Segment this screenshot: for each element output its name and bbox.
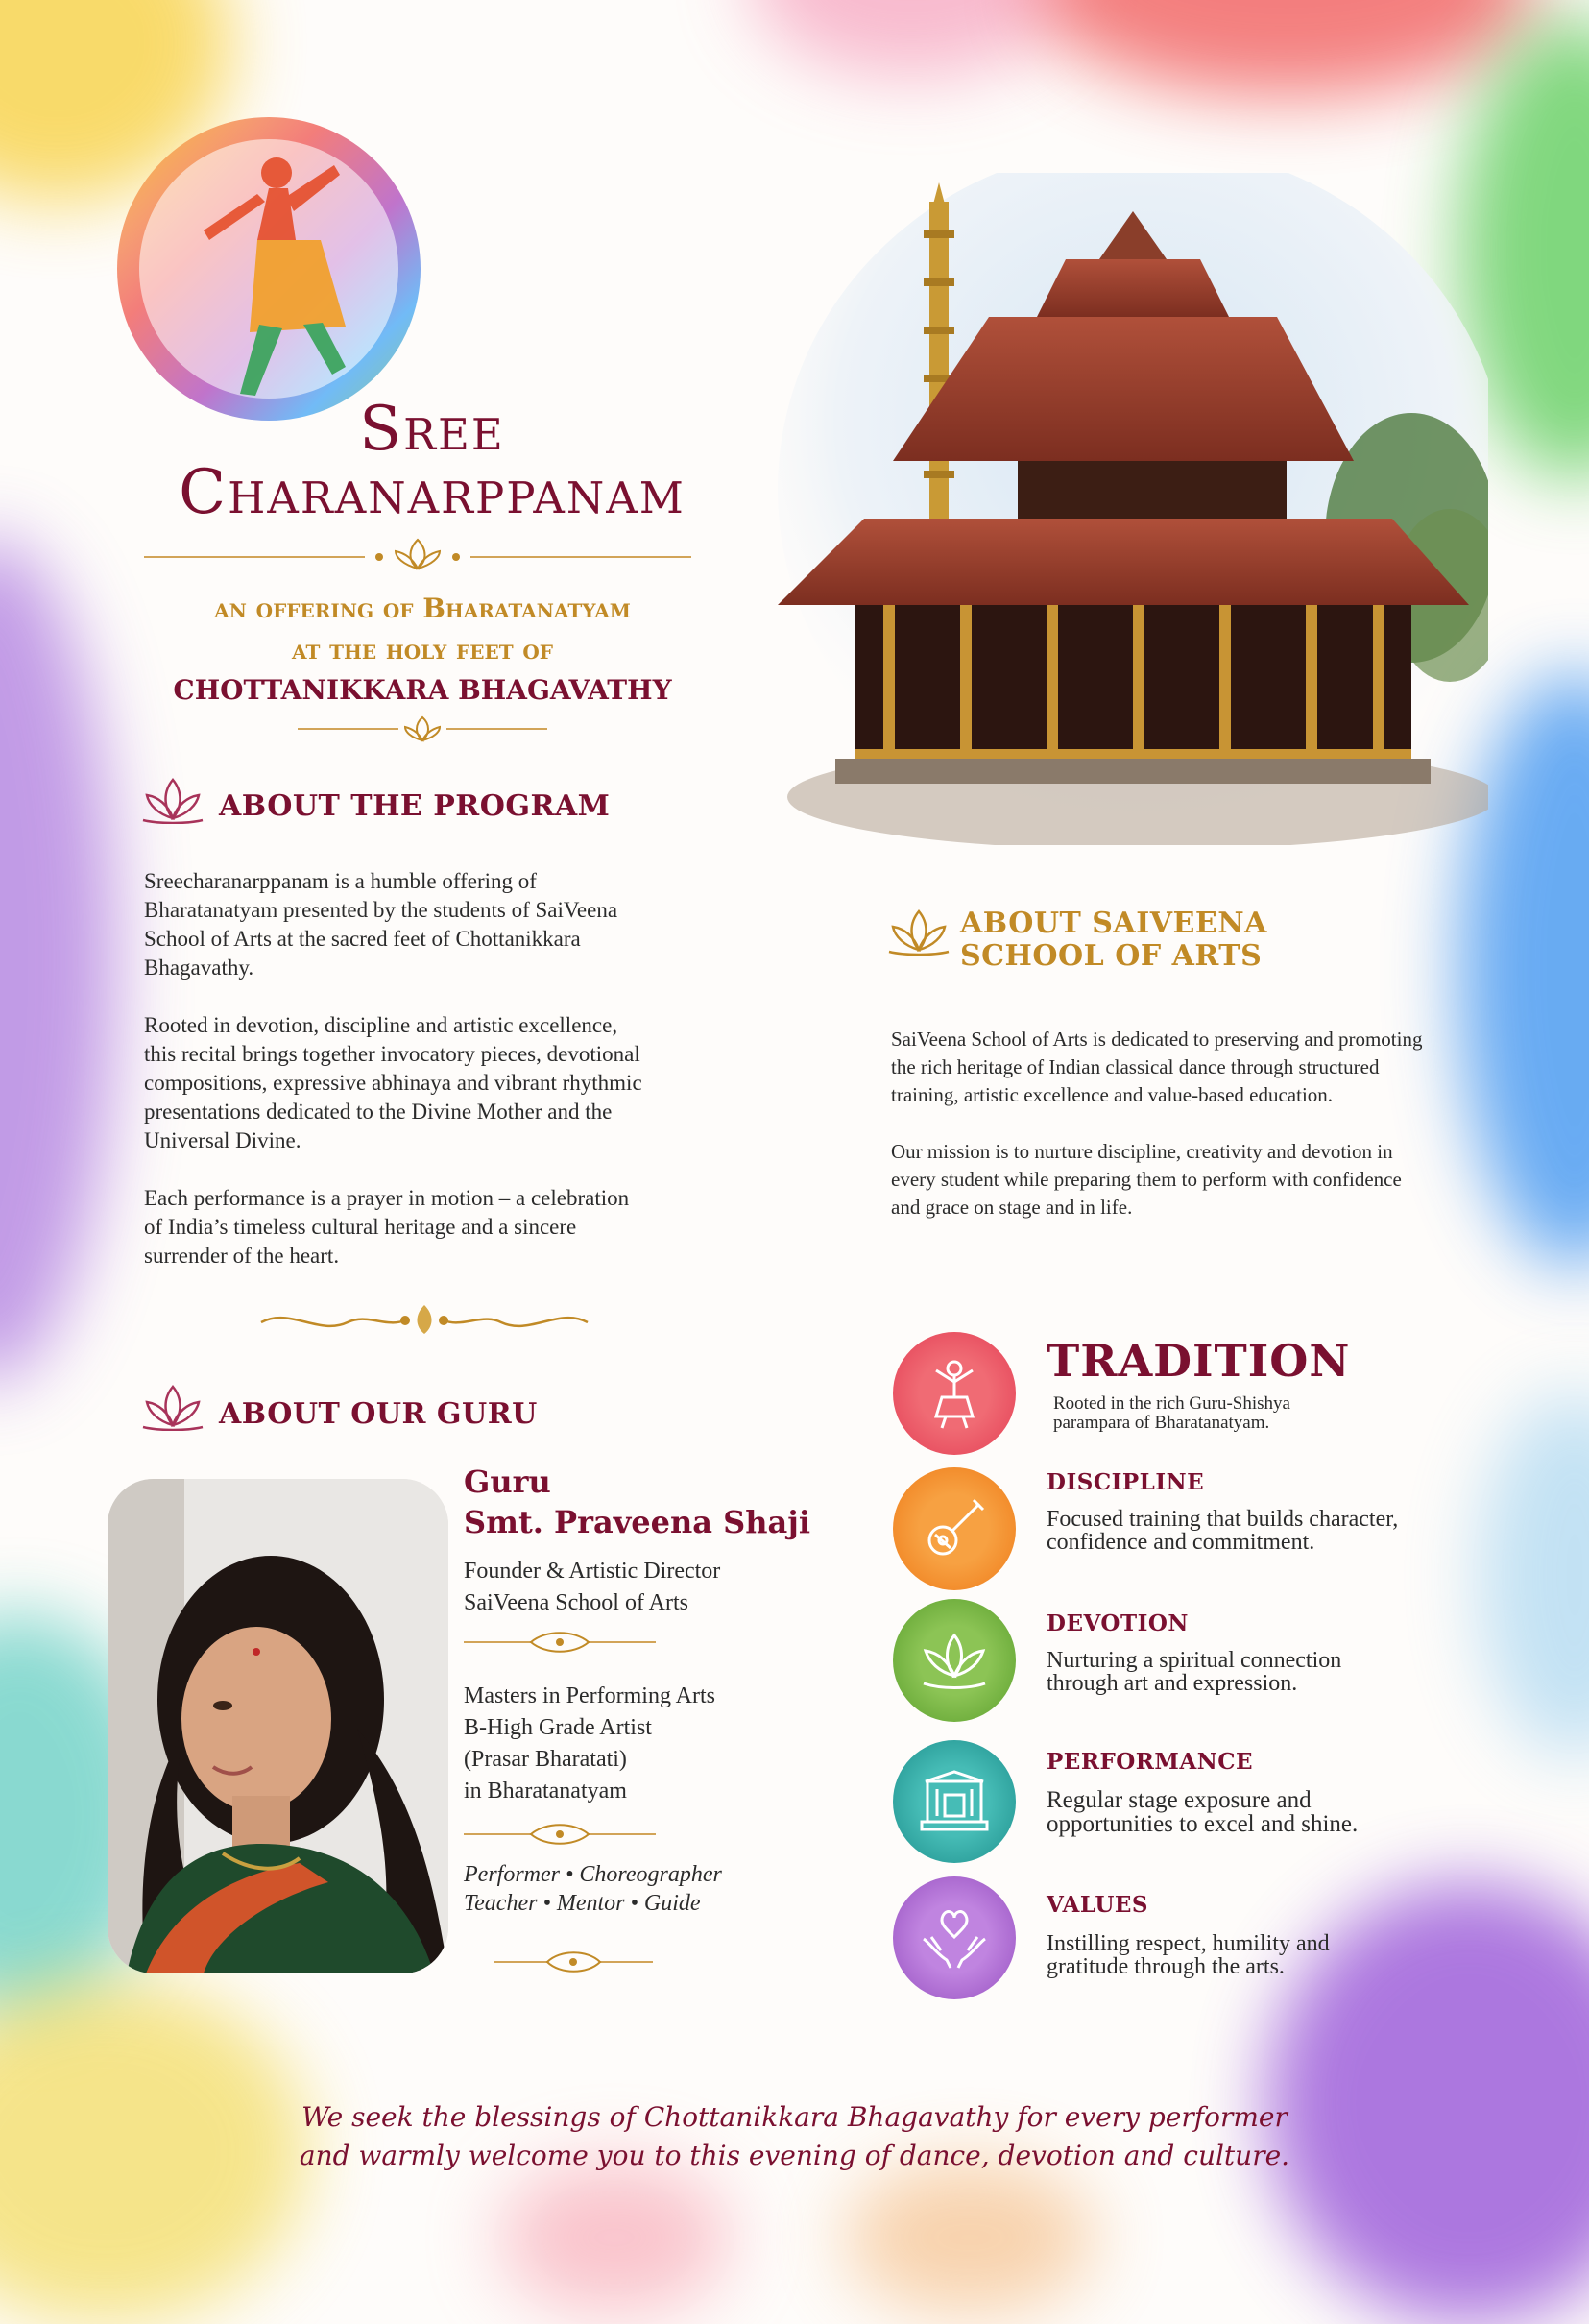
- performance-title: PERFORMANCE: [1047, 1749, 1254, 1775]
- discipline-text: [1047, 1508, 1398, 1554]
- dancer-icon: [921, 1355, 988, 1432]
- subtitle-line-3: CHOTTANIKKARA BHAGAVATHY: [173, 674, 672, 706]
- ornament-divider: [464, 1820, 656, 1849]
- values-text: [1047, 1932, 1330, 1978]
- tradition-title: TRADITION: [1047, 1335, 1351, 1387]
- performance-text: [1047, 1788, 1358, 1836]
- discipline-text-line-1: Focused training that builds character,: [1047, 1507, 1399, 1532]
- guru-taglines: [464, 1860, 722, 1918]
- lotus-icon: [918, 1630, 991, 1691]
- guru-photo: [108, 1479, 448, 1973]
- discipline-badge: [893, 1467, 1016, 1590]
- values-badge: [893, 1876, 1016, 1999]
- subtitle-line-1: an offering of Bharatanatyam: [214, 593, 631, 624]
- heart-hands-icon: [918, 1904, 991, 1972]
- program-heading: ABOUT THE PROGRAM: [219, 789, 611, 823]
- devotion-text-line-1: Nurturing a spiritual connection: [1047, 1648, 1342, 1673]
- subtitle-line-2: at the holy feet of: [292, 634, 553, 666]
- lotus-icon: [139, 1383, 206, 1431]
- devotion-text: [1047, 1649, 1341, 1695]
- veena-icon: [918, 1492, 991, 1565]
- devotion-title: DEVOTION: [1047, 1610, 1189, 1636]
- guru-cred-line-2: B-High Grade Artist: [464, 1715, 652, 1740]
- values-text-line-1: Instilling respect, humility and: [1047, 1931, 1330, 1956]
- guru-role-line-2: SaiVeena School of Arts: [464, 1590, 688, 1615]
- footer-line-2: and warmly welcome you to this evening of dance, devotion and culture.: [299, 2140, 1290, 2171]
- guru-tag-line-1: Performer • Choreographer: [464, 1862, 722, 1887]
- title-line-1: Sree: [359, 394, 505, 465]
- tradition-text-line-2: parampara of Bharatanatyam.: [1053, 1413, 1270, 1433]
- lotus-icon: [139, 776, 206, 824]
- performance-text-line-2: opportunities to excel and shine.: [1047, 1811, 1359, 1837]
- program-paragraph-1: Sreecharanarppanam is a humble offering of Bharatanatyam presented by the students of SaiVeena School of Arts at the sacred feet of Chottanikkara Bhagavathy.: [144, 869, 618, 980]
- school-heading-line-2: SCHOOL OF ARTS: [960, 939, 1263, 973]
- values-text-line-2: gratitude through the arts.: [1047, 1954, 1285, 1979]
- guru-cred-line-1: Masters in Performing Arts: [464, 1683, 715, 1708]
- performance-badge: [893, 1740, 1016, 1863]
- performance-text-line-1: Regular stage exposure and: [1047, 1787, 1312, 1813]
- footer-line-1: We seek the blessings of Chottanikkara Bhagavathy for every performer: [301, 2101, 1288, 2133]
- lotus-icon: [885, 908, 952, 957]
- discipline-text-line-2: confidence and commitment.: [1047, 1530, 1315, 1555]
- guru-cred-line-3: (Prasar Bharatati): [464, 1747, 627, 1772]
- program-description: [144, 867, 643, 1299]
- ornament-divider: [494, 1948, 653, 1976]
- devotion-text-line-2: through art and expression.: [1047, 1671, 1298, 1696]
- ornament-divider: [144, 536, 691, 574]
- guru-role-line-1: Founder & Artistic Director: [464, 1559, 721, 1584]
- values-title: VALUES: [1047, 1892, 1149, 1918]
- guru-tag-line-2: Teacher • Mentor • Guide: [464, 1891, 701, 1916]
- school-paragraph-1: SaiVeena School of Arts is dedicated to preserving and promoting the rich heritage of Indian classical dance through structured training, artistic excellence and value-based education.: [891, 1028, 1423, 1106]
- guru-name: [464, 1462, 810, 1542]
- school-description: [891, 1026, 1429, 1250]
- tradition-text-line-1: Rooted in the rich Guru-Shishya: [1053, 1393, 1290, 1414]
- tradition-badge: [893, 1332, 1016, 1455]
- school-heading: [960, 908, 1267, 973]
- stage-icon: [918, 1768, 991, 1835]
- scroll-ornament: [252, 1301, 597, 1340]
- dancer-logo: [106, 106, 432, 432]
- guru-credentials: [464, 1681, 715, 1807]
- event-title: [58, 394, 807, 528]
- temple-illustration: [778, 173, 1488, 845]
- title-line-2: Charanarppanam: [179, 457, 686, 528]
- tradition-text: [1053, 1394, 1290, 1433]
- guru-fullname: Smt. Praveena Shaji: [464, 1504, 810, 1540]
- guru-role: [464, 1556, 720, 1619]
- ornament-divider: [464, 1628, 656, 1657]
- footer-blessing: [0, 2098, 1589, 2175]
- program-paragraph-2: Rooted in devotion, discipline and artistic excellence, this recital brings together invocatory pieces, devotional compositions, expressive abhinaya and vibrant rhythmic presentations dedicated to the Divine Mother and the Universal Divine.: [144, 1013, 642, 1152]
- discipline-title: DISCIPLINE: [1047, 1469, 1205, 1495]
- guru-heading: ABOUT OUR GURU: [219, 1397, 538, 1431]
- guru-cred-line-4: in Bharatanatyam: [464, 1779, 627, 1804]
- school-paragraph-2: Our mission is to nurture discipline, creativity and devotion in every student while preparing them to perform with confidence and grace on stage and in life.: [891, 1140, 1402, 1219]
- school-heading-line-1: ABOUT SAIVEENA: [960, 907, 1267, 940]
- guru-title: Guru: [464, 1464, 551, 1500]
- ornament-divider-small: [298, 714, 547, 743]
- program-paragraph-3: Each performance is a prayer in motion – a celebration of India’s timeless cultural heritage and a sincere surrender of the heart.: [144, 1186, 630, 1268]
- devotion-badge: [893, 1599, 1016, 1722]
